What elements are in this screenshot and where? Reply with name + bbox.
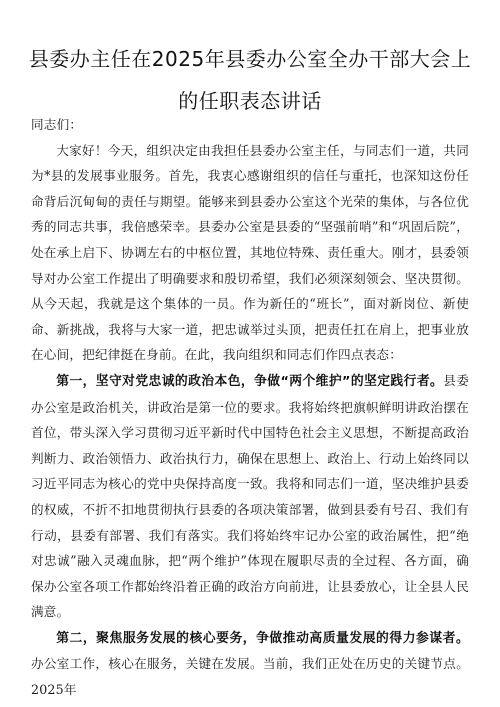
document-title: 县委办主任在2025年县委办公室全办干部大会上的任职表态讲话 [28, 47, 472, 113]
paragraph-point-two [31, 625, 469, 703]
paragraph-point-one [31, 368, 469, 625]
paragraph-text: 办公室工作，核心在服务，关键在发展。当前，我们正处在历史的关键节点。2025年 [31, 656, 469, 698]
paragraph-heading: 第二，聚焦服务发展的核心要务，争做推动高质量发展的得力参谋者。 [56, 630, 469, 646]
paragraph-heading: 第一，坚守对党忠诚的政治本色，争做“两个维护”的坚定践行者。 [56, 373, 444, 389]
salutation: 同志们： [31, 117, 83, 132]
paragraph-opening [31, 138, 469, 368]
paragraph-text: 县委办公室是政治机关，讲政治是第一位的要求。我将始终把旗帜鲜明讲政治摆在首位，带头深入学习贯彻习近平新时代中国特色社会主义思想，不断提高政治判断力、政治领悟力、政治执行力，确保在思想上、政治上、行动上始终同以习近平同志为核心的党中央保持高度一致。我将和同志们一道，坚决维护县委的权威，不折不扣地贯彻执行县委的各项决策部署，做到县委有号召、我们有行动，县委有部署、我们有落实。我们将始终牢记办公室的政治属性，把“绝对忠诚”融入灵魂血脉，把“两个维护”体现在履职尽责的全过程、各方面，确保办公室各项工作都始终沿着正确的政治方向前进，让县委放心，让全县人民满意。 [31, 372, 469, 620]
document-body [31, 112, 469, 703]
paragraph-text: 大家好！今天，组织决定由我担任县委办公室主任，与同志们一道，共同为*县的发展事业服务。首先，我衷心感谢组织的信任与重托，也深知这份任命背后沉甸甸的责任与期望。能够来到县委办公室这个光荣的集体，与各位优秀的同志共事，我倍感荣幸。县委办公室是县委的“坚强前哨”和“巩固后院”，处在承上启下、协调左右的中枢位置，其地位特殊、责任重大。刚才，县委领导对办公室工作提出了明确要求和殷切希望，我们必须深刻领会、坚决贯彻。从今天起，我就是这个集体的一员。作为新任的“班长”，面对新岗位、新使命、新挑战，我将与大家一道，把忠诚举过头顶，把责任扛在肩上，把事业放在心间，把纪律挺在身前。在此，我向组织和同志们作四点表态： [31, 142, 469, 363]
